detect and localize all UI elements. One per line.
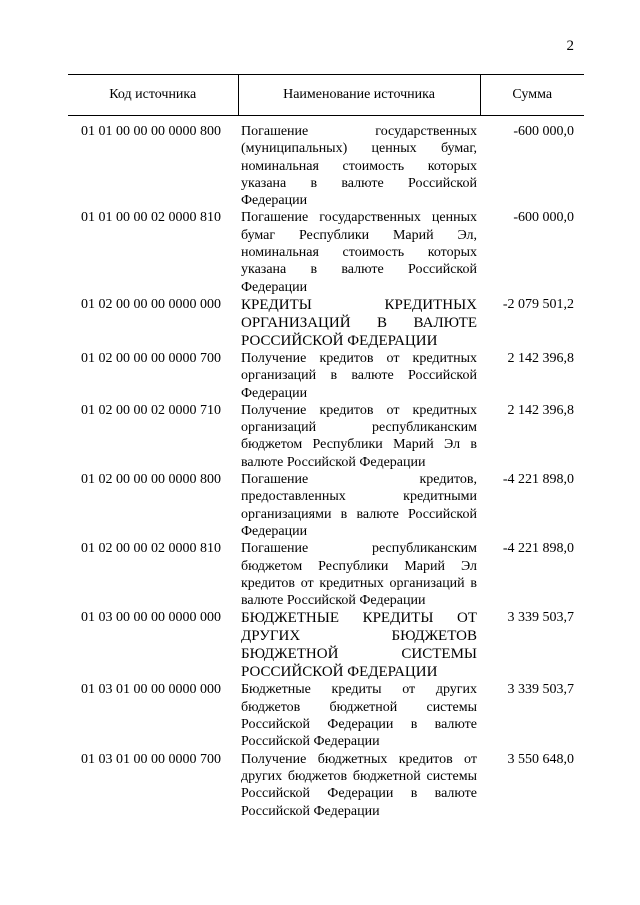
source-sum: 3 550 648,0	[507, 751, 574, 767]
source-sum: 3 339 503,7	[507, 610, 574, 626]
source-code: 01 03 01 00 00 0000 000	[81, 682, 221, 698]
source-code: 01 02 00 00 02 0000 710	[81, 402, 221, 418]
source-code: 01 02 00 00 00 0000 000	[81, 296, 221, 312]
source-name: Получение кредитов от кредитных организаций в валюте Российской Федерации	[241, 350, 477, 401]
source-sum: 2 142 396,8	[507, 402, 574, 418]
source-sum: -4 221 898,0	[502, 541, 574, 557]
source-name: Погашение республиканским бюджетом Республики Марий Эл кредитов от кредитных организаций в валюте Российской Федерации	[241, 541, 477, 609]
table-row	[68, 751, 584, 820]
source-code: 01 01 00 00 02 0000 810	[81, 210, 221, 226]
source-code: 01 01 00 00 00 0000 800	[81, 124, 221, 139]
page-number: 2	[566, 38, 574, 54]
source-code: 01 02 00 00 02 0000 810	[81, 541, 221, 557]
table-body	[68, 116, 584, 820]
source-name: Погашение государственных (муниципальных) ценных бумаг, номинальная стоимость которых указана в валюте Российской Федерации	[241, 124, 477, 209]
source-name: КРЕДИТЫ КРЕДИТНЫХ ОРГАНИЗАЦИЙ В ВАЛЮТЕ РОССИЙСКОЙ ФЕДЕРАЦИИ	[241, 296, 477, 349]
table-row	[68, 681, 584, 750]
sources-table	[68, 74, 584, 820]
table-row	[68, 540, 584, 609]
source-sum: -600 000,0	[513, 210, 574, 226]
source-sum: -600 000,0	[513, 124, 574, 139]
source-sum: 2 142 396,8	[507, 350, 574, 366]
source-name: Получение кредитов от кредитных организаций республиканским бюджетом Республики Марий Эл в валюте Российской Федерации	[241, 402, 477, 470]
source-sum: -4 221 898,0	[502, 472, 574, 488]
table-row	[68, 402, 584, 471]
header-name: Наименование источника	[238, 75, 480, 116]
source-name: БЮДЖЕТНЫЕ КРЕДИТЫ ОТ ДРУГИХ БЮДЖЕТОВ БЮДЖЕТНОЙ СИСТЕМЫ РОССИЙСКОЙ ФЕДЕРАЦИИ	[241, 610, 477, 681]
source-code: 01 03 01 00 00 0000 700	[81, 751, 221, 767]
source-code: 01 02 00 00 00 0000 800	[81, 472, 221, 488]
source-name: Бюджетные кредиты от других бюджетов бюджетной системы Российской Федерации в валюте Российской Федерации	[241, 682, 477, 750]
source-sum: -2 079 501,2	[502, 296, 574, 312]
table-row	[68, 609, 584, 681]
table-row	[68, 116, 584, 210]
sources-table-container	[68, 74, 584, 820]
source-name: Получение бюджетных кредитов от других бюджетов бюджетной системы Российской Федерации в валюте Российской Федерации	[241, 751, 477, 819]
source-name: Погашение государственных ценных бумаг Республики Марий Эл, номинальная стоимость которых указана в валюте Российской Федерации	[241, 210, 477, 295]
source-sum: 3 339 503,7	[507, 682, 574, 698]
source-name: Погашение кредитов, предоставленных кредитными организациями в валюте Российской Федерации	[241, 472, 477, 539]
header-sum: Сумма	[480, 75, 584, 116]
source-code: 01 03 00 00 00 0000 000	[81, 610, 221, 626]
table-row	[68, 296, 584, 350]
table-header	[68, 75, 584, 116]
header-code: Код источника	[68, 75, 238, 116]
table-row	[68, 350, 584, 402]
table-row	[68, 471, 584, 540]
source-code: 01 02 00 00 00 0000 700	[81, 350, 221, 366]
table-row	[68, 209, 584, 295]
